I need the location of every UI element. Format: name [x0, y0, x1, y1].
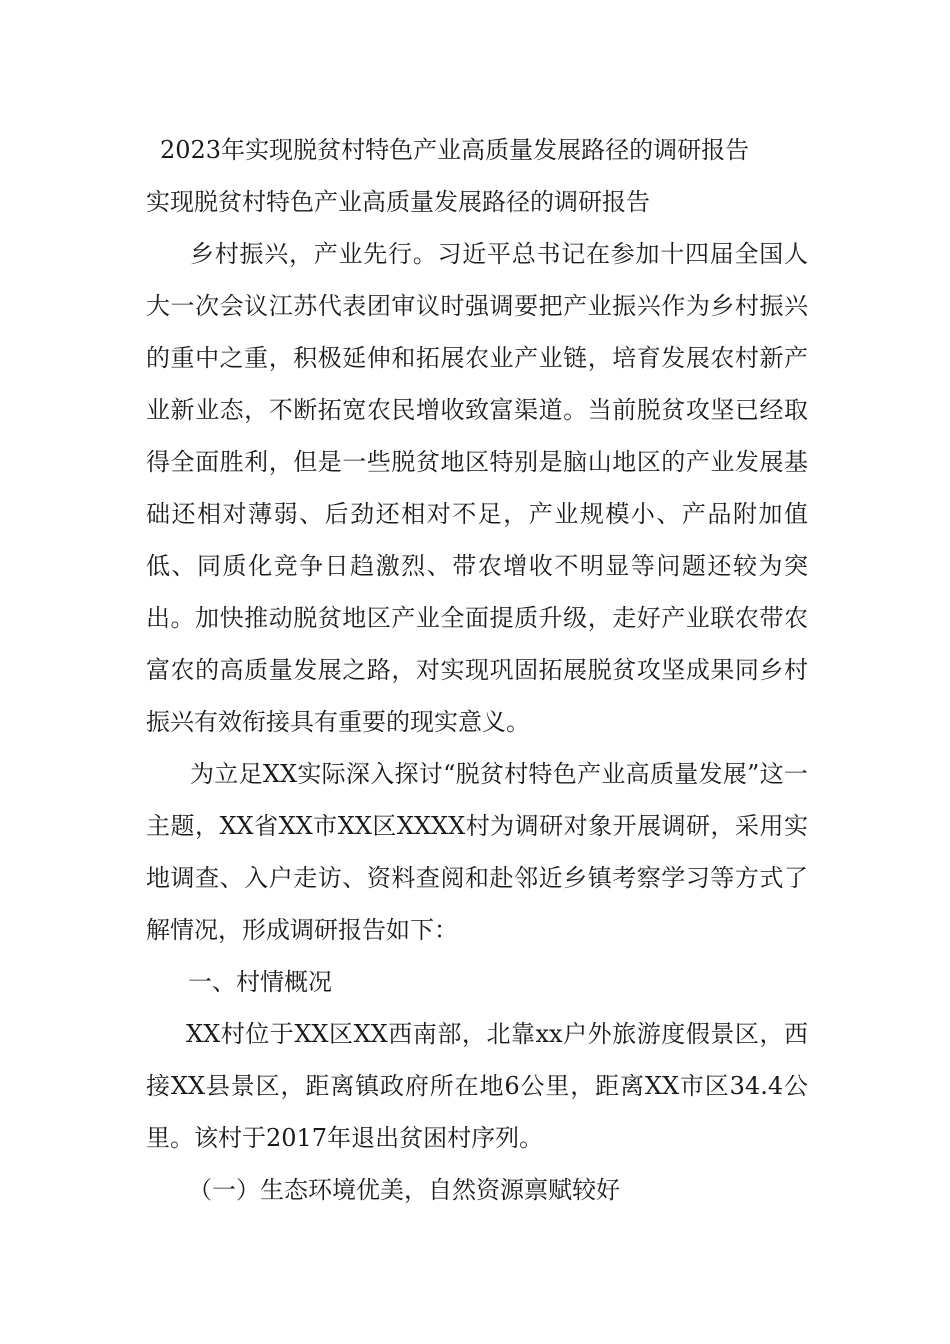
document-title: 2023年实现脱贫村特色产业高质量发展路径的调研报告 [160, 136, 750, 164]
purpose-paragraph: 为立足XX实际深入探讨“脱贫村特色产业高质量发展”这一主题，XX省XX市XX区XXXX村为调研对象开展调研，采用实地调查、入户走访、资料查阅和赴邻近乡镇考察学习等方式了解情况，形成调研报告如下： [146, 760, 808, 944]
section-paragraph: XX村位于XX区XX西南部，北靠xx户外旅游度假景区，西接XX县景区，距离镇政府所在地6公里，距离XX市区34.4公里。该村于2017年退出贫困村序列。 [146, 1020, 808, 1152]
subsection-heading: （一）生态环境优美，自然资源禀赋较好 [188, 1176, 620, 1204]
document-subtitle: 实现脱贫村特色产业高质量发展路径的调研报告 [146, 188, 650, 216]
section-heading: 一、村情概况 [188, 968, 332, 996]
document-body [146, 124, 808, 1216]
intro-paragraph: 乡村振兴，产业先行。习近平总书记在参加十四届全国人大一次会议江苏代表团审议时强调要把产业振兴作为乡村振兴的重中之重，积极延伸和拓展农业产业链，培育发展农村新产业新业态，不断拓宽农民增收致富渠道。当前脱贫攻坚已经取得全面胜利，但是一些脱贫地区特别是脑山地区的产业发展基础还相对薄弱、后劲还相对不足，产业规模小、产品附加值低、同质化竞争日趋激烈、带农增收不明显等问题还较为突出。加快推动脱贫地区产业全面提质升级，走好产业联农带农富农的高质量发展之路，对实现巩固拓展脱贫攻坚成果同乡村振兴有效衔接具有重要的现实意义。 [146, 240, 808, 736]
